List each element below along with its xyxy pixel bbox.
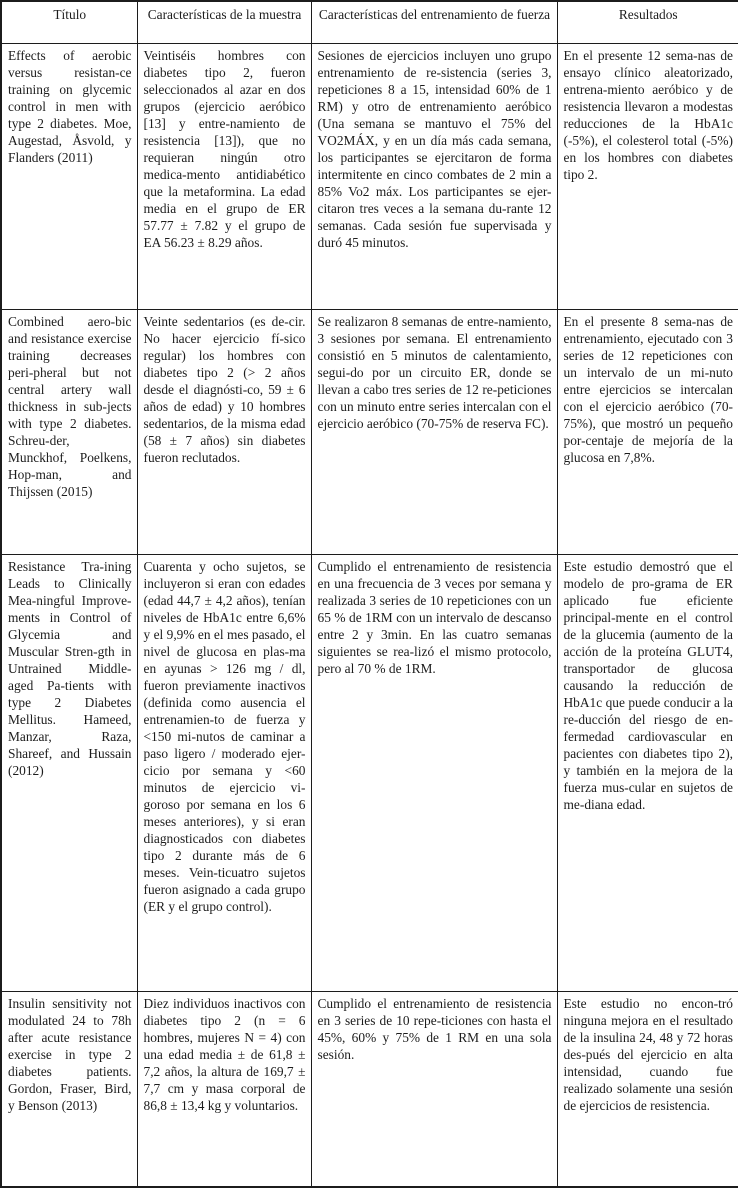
cell-row2-titulo: Combined aero-bic and resistance exercise training decreases peri-pheral but not central artery wall thickness in sub-jects with type 2 diabetes. Schreu-der, Munckhof, Poelkens, Hop-man, and Thijssen (2015) [1, 309, 137, 554]
table-row [1, 43, 738, 309]
cell-row4-muestra: Diez individuos inactivos con diabetes tipo 2 (n = 6 hombres, mujeres N = 4) con una edad media ± de 61,8 ± 7,2 años, la altura de 169,7 ± 7,7 cm y masa corporal de 86,8 ± 13,4 kg y voluntarios. [137, 991, 311, 1187]
cell-row2-entrenamiento: Se realizaron 8 semanas de entre-namiento, 3 sesiones por semana. El entrenamiento consistió en 5 minutos de calentamiento, segui-do por un circuito ER, donde se llevan a cabo tres series de 12 re-peticiones con un minuto entre series intercalan con el ejercicio aeróbico (70-75% de reserva FC). [311, 309, 557, 554]
table-row [1, 309, 738, 554]
cell-row1-entrenamiento: Sesiones de ejercicios incluyen uno grupo entrenamiento de re-sistencia (series 3, repeticiones 8 a 15, intensidad 60% de 1 RM) y otro de entrenamiento aeróbico (Una semana se mantuvo el 75% del VO2MÁX, y en un día más cada semana, los participantes se ejercitaron de forma intermitente en cinco combates de 2 min a 85% Vo2 máx. Los participantes se ejer-citaron tres veces a la semana du-rante 12 semanas. Cada sesión fue supervisada y duró 45 minutos. [311, 43, 557, 309]
cell-row4-entrenamiento: Cumplido el entrenamiento de resistencia en 3 series de 10 repe-ticiones con hasta el 45%, 60% y 75% de 1 RM en una sola sesión. [311, 991, 557, 1187]
cell-row3-entrenamiento: Cumplido el entrenamiento de resistencia en una frecuencia de 3 veces por semana y realizada 3 series de 10 repeticiones con un 65 % de 1RM con un intervalo de descanso entre 2 y 3min. En las cuatro semanas siguientes se rea-lizó el mismo protocolo, pero al 70 % de 1RM. [311, 554, 557, 991]
header-entrenamiento: Características del entrenamiento de fuerza [311, 1, 557, 43]
cell-row1-titulo: Effects of aerobic versus resistan-ce training on glycemic control in men with type 2 diabetes. Moe, Augestad, Åsvold, y Flanders (2011) [1, 43, 137, 309]
header-resultados: Resultados [557, 1, 738, 43]
cell-row2-muestra: Veinte sedentarios (es de-cir. No hacer ejercicio fí-sico regular) los hombres con diabetes tipo 2 (> 2 años desde el diagnósti-co, 59 ± 6 años de edad) y 10 hombres sedentarios, de la misma edad (58 ± 7 años) sin diabetes fueron reclutados. [137, 309, 311, 554]
cell-row1-muestra: Veintiséis hombres con diabetes tipo 2, fueron seleccionados al azar en dos grupos (ejercicio aeróbico [13] y entre-namiento de resistencia [13]), que no requieran ningún otro medica-mento antidiabético que la metaformina. La edad media en el grupo de ER 57.77 ± 7.82 y el grupo de EA 56.23 ± 8.29 años. [137, 43, 311, 309]
table-row [1, 554, 738, 991]
header-row [1, 1, 738, 43]
table-row [1, 991, 738, 1187]
cell-row3-muestra: Cuarenta y ocho sujetos, se incluyeron si eran con edades (edad 44,7 ± 4,2 años), tenían niveles de HbA1c entre 6,6% y el 9,9% en el mes pasado, el nivel de glucosa en plas-ma en ayunas > 126 mg / dl, fueron previamente inactivos (definida como ausencia el entrenamien-to de fuerza y <150 mi-nutos de caminar a paso ligero / moderado ejer-cicio por semana y <60 minutos de ejercicio vi-goroso por semana en los 6 meses anteriores), y si eran diagnosticados con diabetes tipo 2 durante más de 6 meses. Vein-ticuatro sujetos fueron asignado a cada grupo (ER y el grupo control). [137, 554, 311, 991]
cell-row3-resultados: Este estudio demostró que el modelo de pro-grama de ER aplicado fue eficiente principal-mente en el control de la glucemia (aumento de la acción de la proteína GLUT4, transportador de glucosa causando la reducción de HbA1c que puede conducir a la re-ducción del riesgo de en-fermedad cardiovascular en pacientes con diabetes tipo 2), y también en la mejora de la fuerza mus-cular en sujetos de me-diana edad. [557, 554, 738, 991]
cell-row4-resultados: Este estudio no encon-tró ninguna mejora en el resultado de la insulina 24, 48 y 72 horas des-pués del ejercicio en alta intensidad, cuando fue realizado solamente una sesión de ejercicios de resistencia. [557, 991, 738, 1187]
header-titulo: Título [1, 1, 137, 43]
cell-row3-titulo: Resistance Tra-ining Leads to Clinically Mea-ningful Improve-ments in Control of Glycemia and Muscular Stren-gth in Untrained Middle-aged Pa-tients with type 2 Diabetes Mellitus. Hameed, Manzar, Raza, Shareef, and Hussain (2012) [1, 554, 137, 991]
cell-row2-resultados: En el presente 8 sema-nas de entrenamiento, ejecutado con 3 series de 12 repeticiones con un intervalo de un mi-nuto entre ejercicios se intercalan con el ejercicio aeróbico (70-75%), que mostró un pequeño por-centaje de mejoría de la glucosa en 7,8%. [557, 309, 738, 554]
cell-row4-titulo: Insulin sensitivity not modulated 24 to 78h after acute resistance exercise in type 2 diabetes patients. Gordon, Fraser, Bird, y Benson (2013) [1, 991, 137, 1187]
header-muestra: Características de la muestra [137, 1, 311, 43]
cell-row1-resultados: En el presente 12 sema-nas de ensayo clínico aleatorizado, entrena-miento aeróbico y de resistencia llevaron a modestas reducciones de la HbA1c (-5%), el colesterol total (-5%) en los hombres con diabetes tipo 2. [557, 43, 738, 309]
